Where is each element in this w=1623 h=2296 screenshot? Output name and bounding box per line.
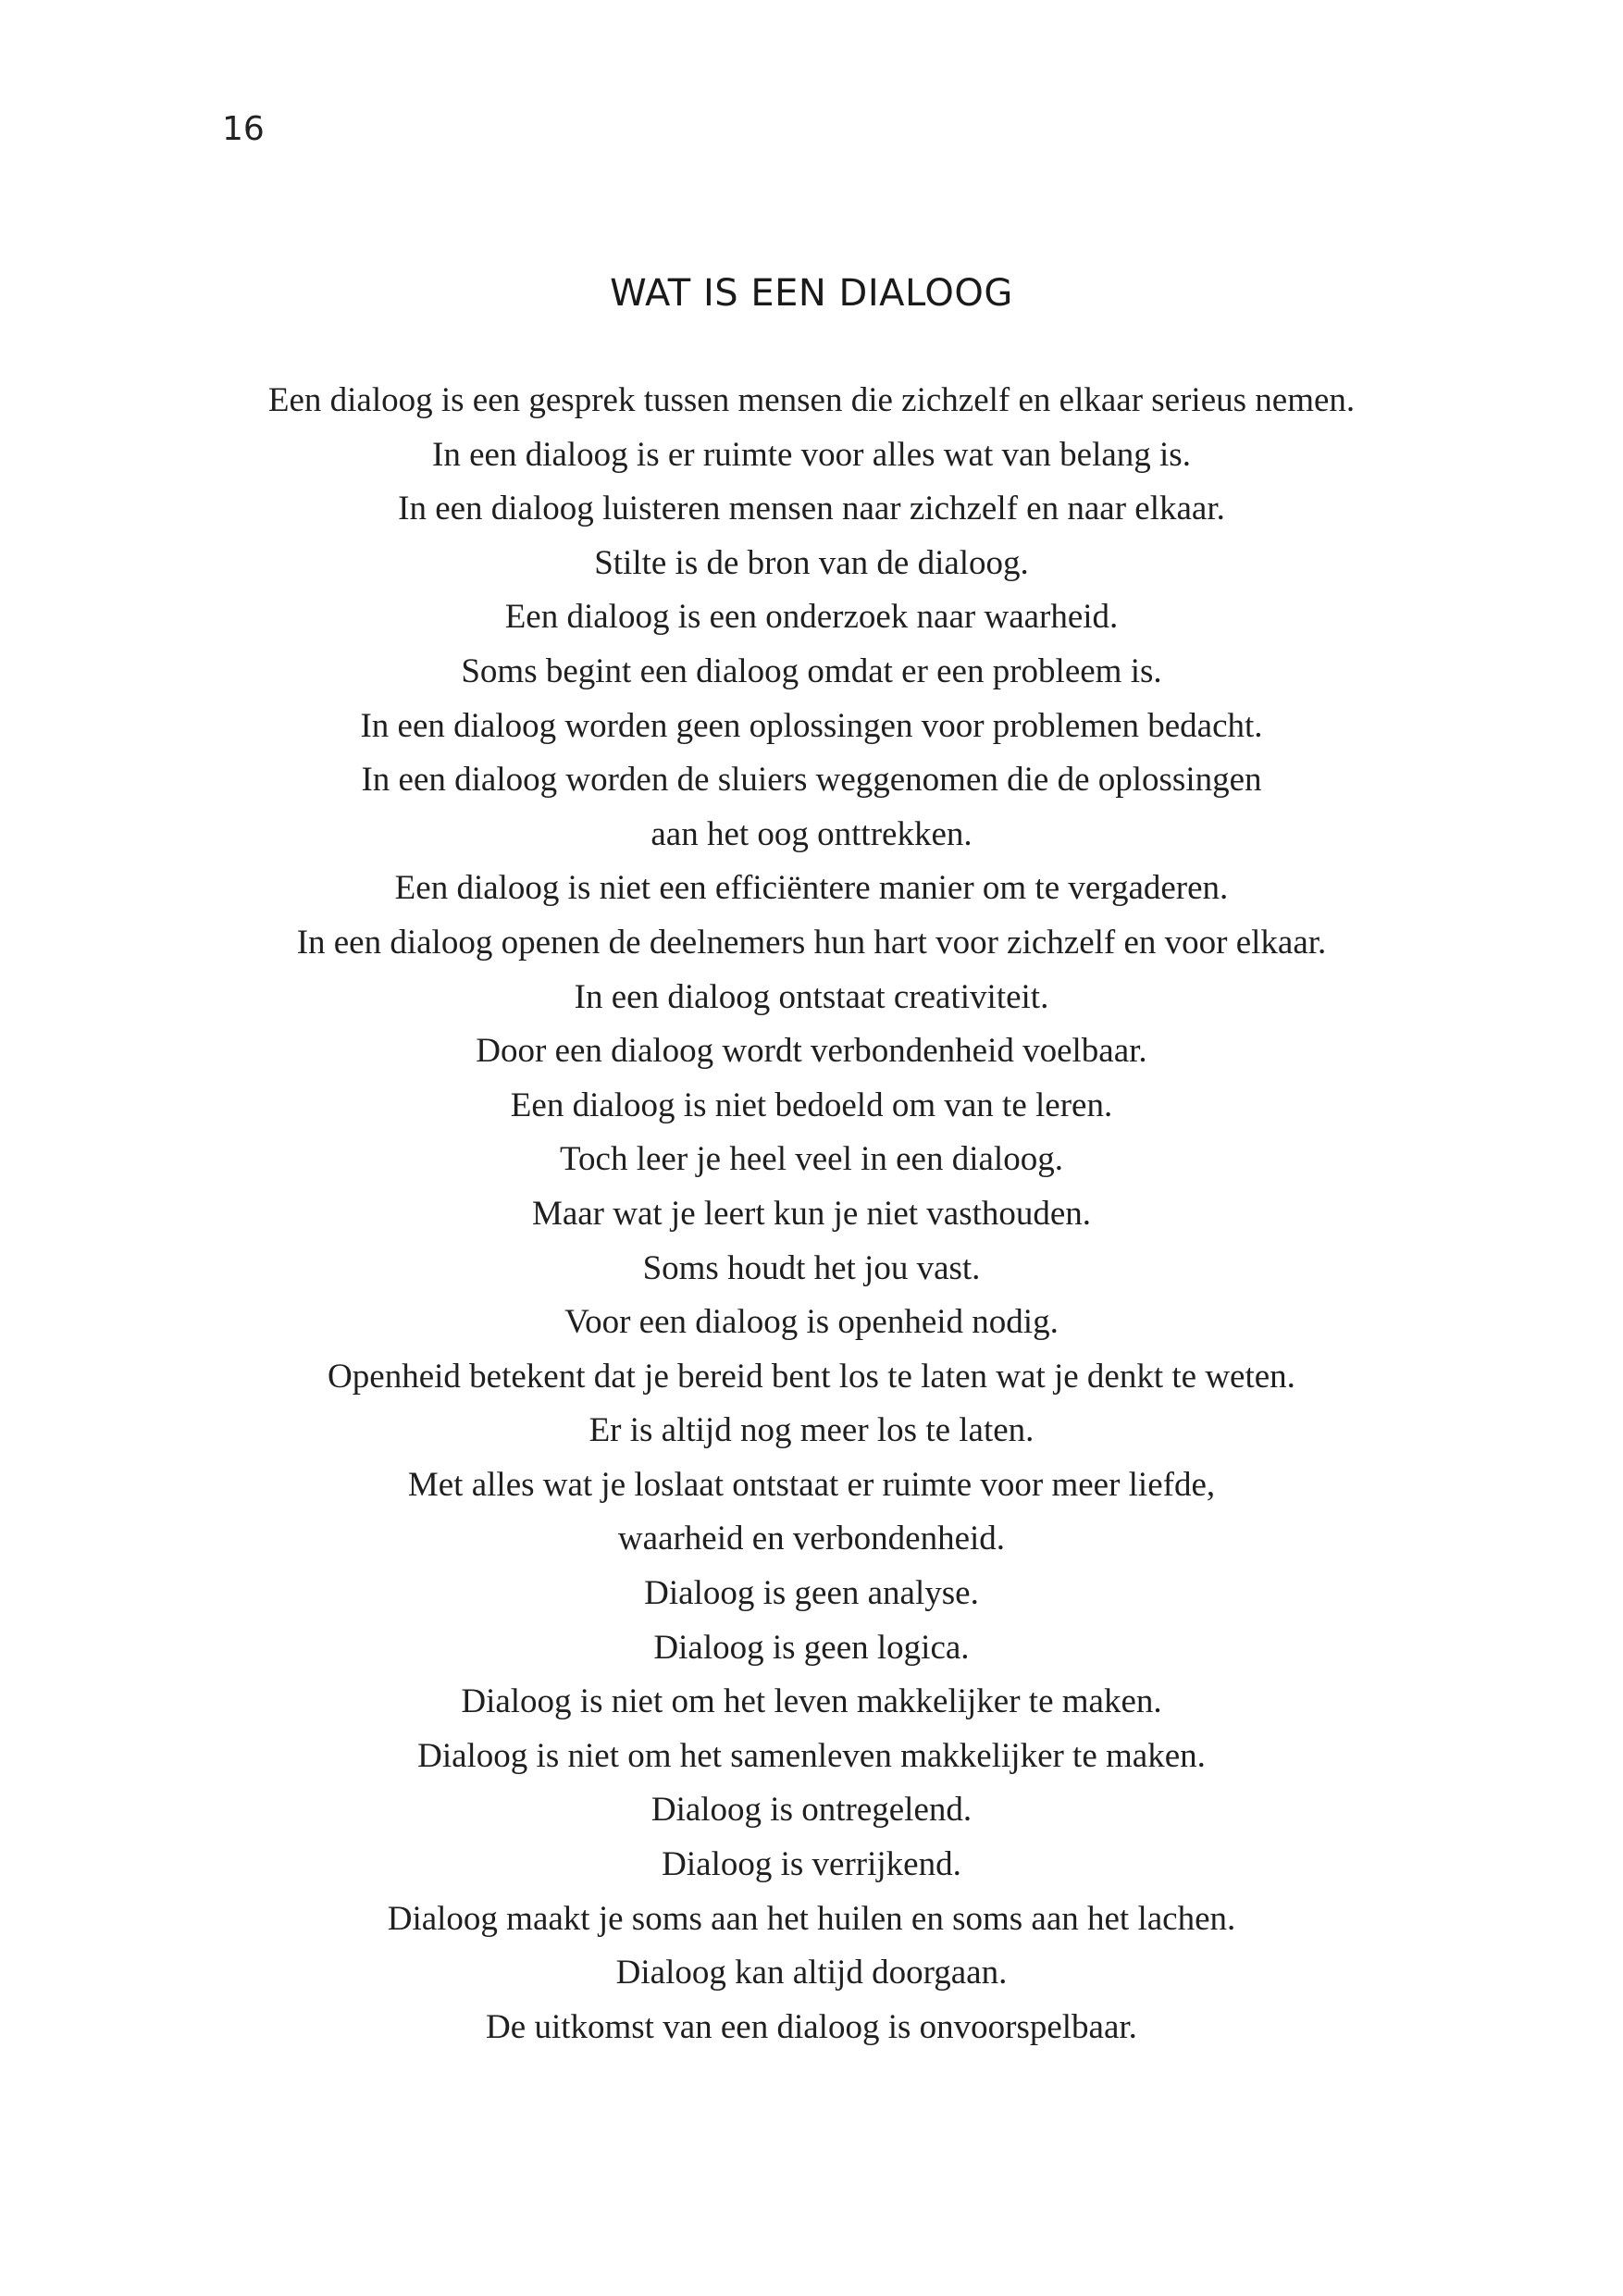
- poem-line: Dialoog kan altijd doorgaan.: [615, 1954, 1008, 1992]
- poem-line: In een dialoog is er ruimte voor alles wat van belang is.: [432, 435, 1191, 474]
- poem-line: Een dialoog is niet een efficiëntere manier om te vergaderen.: [394, 869, 1229, 908]
- poem-line: aan het oog onttrekken.: [650, 814, 973, 853]
- poem-line: In een dialoog openen de deelnemers hun hart voor zichzelf en voor elkaar.: [296, 923, 1327, 962]
- poem-line: waarheid en verbondenheid.: [617, 1520, 1006, 1558]
- poem-line: In een dialoog ontstaat creativiteit.: [574, 977, 1049, 1016]
- poem-line: Dialoog is geen logica.: [653, 1628, 970, 1667]
- poem-line: Dialoog is niet om het leven makkelijker te maken.: [461, 1682, 1162, 1721]
- poem-line: Een dialoog is een onderzoek naar waarheid.: [504, 598, 1119, 637]
- poem-line: Toch leer je heel veel in een dialoog.: [560, 1140, 1063, 1179]
- poem-line: Soms houdt het jou vast.: [642, 1248, 981, 1287]
- poem-text: [0, 374, 1623, 2054]
- page-title: WAT IS EEN DIALOOG: [610, 272, 1013, 315]
- poem-line: De uitkomst van een dialoog is onvoorspelbaar.: [486, 2007, 1137, 2046]
- poem-line: Dialoog is geen analyse.: [644, 1574, 979, 1613]
- poem-line: Soms begint een dialoog omdat er een probleem is.: [461, 652, 1162, 690]
- poem-line: Er is altijd nog meer los te laten.: [588, 1411, 1035, 1450]
- poem-line: Dialoog maakt je soms aan het huilen en soms aan het lachen.: [387, 1899, 1236, 1938]
- poem-line: Stilte is de bron van de dialoog.: [594, 543, 1029, 582]
- poem-line: Maar wat je leert kun je niet vasthouden.: [531, 1194, 1092, 1233]
- poem-line: In een dialoog worden de sluiers weggenomen die de oplossingen: [361, 761, 1262, 800]
- page-number: 16: [222, 110, 265, 148]
- poem-line: Voor een dialoog is openheid nodig.: [564, 1303, 1059, 1342]
- poem-line: Dialoog is verrijkend.: [662, 1845, 961, 1884]
- poem-line: Een dialoog is niet bedoeld om van te leren.: [510, 1086, 1113, 1124]
- poem-line: Dialoog is ontregelend.: [650, 1791, 973, 1830]
- poem-line: Door een dialoog wordt verbondenheid voelbaar.: [476, 1032, 1147, 1071]
- poem-line: Dialoog is niet om het samenleven makkelijker te maken.: [417, 1736, 1206, 1775]
- poem-line: Openheid betekent dat je bereid bent los te laten wat je denkt te weten.: [328, 1357, 1295, 1396]
- poem-line: Een dialoog is een gesprek tussen mensen die zichzelf en elkaar serieus nemen.: [267, 381, 1356, 419]
- poem-line: In een dialoog worden geen oplossingen voor problemen bedacht.: [360, 706, 1263, 745]
- poem-line: In een dialoog luisteren mensen naar zichzelf en naar elkaar.: [398, 490, 1225, 528]
- poem-line: Met alles wat je loslaat ontstaat er ruimte voor meer liefde,: [407, 1465, 1216, 1504]
